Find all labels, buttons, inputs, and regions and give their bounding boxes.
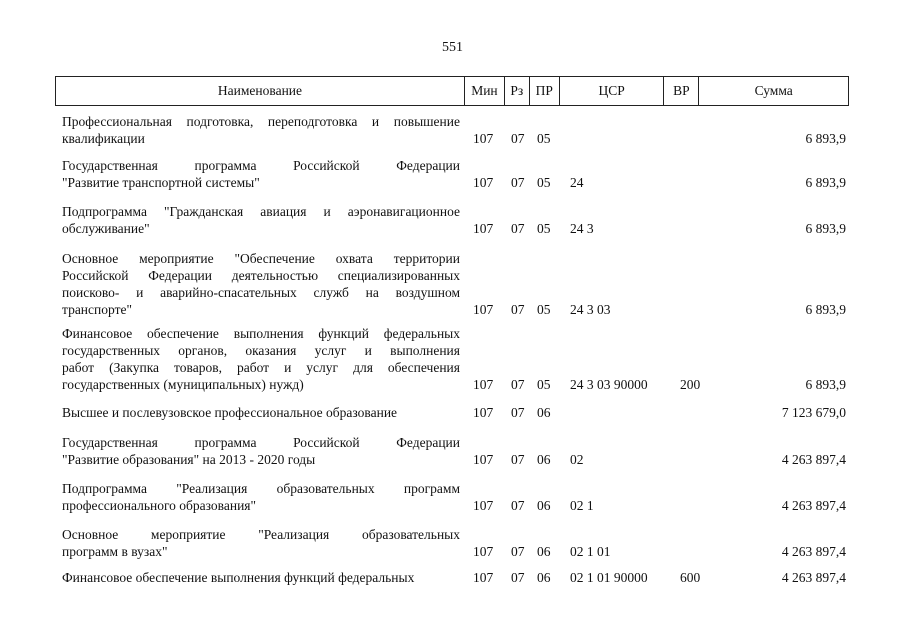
- row-name: [62, 404, 460, 421]
- row-min: 107: [473, 131, 494, 146]
- row-csr: 24 3 03: [570, 302, 611, 317]
- row-name-line: Российской Федерации деятельностью специализированных: [62, 268, 460, 283]
- table-row: [55, 526, 849, 560]
- row-sum: 4 263 897,4: [781, 544, 846, 559]
- table-header: [55, 76, 849, 106]
- row-name-line: квалификации: [62, 131, 145, 146]
- row-name-line: поисково- и аварийно-спасательных служб на воздушном: [62, 285, 460, 300]
- row-rz: 07: [511, 221, 525, 236]
- row-sum: 4 263 897,4: [781, 452, 846, 467]
- table-row: [55, 569, 849, 586]
- row-sum: 6 893,9: [805, 221, 846, 236]
- row-sum: 4 263 897,4: [781, 570, 846, 585]
- row-name-line: профессионального образования": [62, 498, 257, 513]
- header-vr: ВР: [663, 77, 698, 105]
- row-sum: 7 123 679,0: [781, 405, 846, 420]
- table-row: [55, 434, 849, 468]
- row-name-line: Основное мероприятие "Обеспечение охвата территории: [62, 251, 460, 266]
- row-min: 107: [473, 452, 494, 467]
- row-pr: 06: [537, 405, 551, 420]
- row-vr: 200: [680, 377, 701, 392]
- header-name: Наименование: [217, 83, 303, 98]
- row-name: [62, 325, 460, 393]
- row-name-line: государственных (муниципальных) нужд): [62, 377, 304, 392]
- row-pr: 06: [537, 544, 551, 559]
- row-csr: 02 1 01: [570, 544, 611, 559]
- row-pr: 05: [537, 302, 551, 317]
- page-number: 551: [442, 40, 463, 55]
- row-name-line: "Развитие образования" на 2013 - 2020 годы: [62, 452, 316, 467]
- table-row: [55, 113, 849, 147]
- row-min: 107: [473, 498, 494, 513]
- header-pr: ПР: [529, 77, 559, 105]
- row-name-line: обслуживание": [62, 221, 150, 236]
- row-name-line: Подпрограмма "Реализация образовательных программ: [62, 481, 460, 496]
- table-row: [55, 480, 849, 514]
- row-vr: 600: [680, 570, 701, 585]
- row-min: 107: [473, 570, 494, 585]
- row-name-line: Высшее и послевузовское профессиональное образование: [62, 405, 398, 420]
- row-rz: 07: [511, 302, 525, 317]
- row-name-line: программ в вузах": [62, 544, 168, 559]
- row-name-line: государственных органов, оказания услуг и выполнения: [62, 343, 460, 358]
- row-pr: 05: [537, 131, 551, 146]
- row-csr: 02 1 01 90000: [570, 570, 648, 585]
- row-rz: 07: [511, 452, 525, 467]
- table-row: [55, 250, 849, 318]
- row-min: 107: [473, 302, 494, 317]
- row-name-line: Основное мероприятие "Реализация образовательных: [62, 527, 460, 542]
- row-csr: 24 3 03 90000: [570, 377, 648, 392]
- row-name-line: Государственная программа Российской Федерации: [62, 158, 460, 173]
- row-pr: 05: [537, 221, 551, 236]
- header-sum: Сумма: [698, 77, 848, 105]
- row-name: [62, 569, 460, 586]
- row-rz: 07: [511, 405, 525, 420]
- row-name: [62, 250, 460, 318]
- row-rz: 07: [511, 377, 525, 392]
- row-csr: 24: [570, 175, 584, 190]
- row-name-line: Профессиональная подготовка, переподготовка и повышение: [62, 114, 460, 129]
- row-sum: 6 893,9: [805, 377, 846, 392]
- row-rz: 07: [511, 498, 525, 513]
- row-name: [62, 480, 460, 514]
- row-sum: 6 893,9: [805, 302, 846, 317]
- row-pr: 05: [537, 377, 551, 392]
- row-name: [62, 526, 460, 560]
- row-name: [62, 113, 460, 147]
- row-csr: 24 3: [570, 221, 594, 236]
- row-name: [62, 203, 460, 237]
- row-name-line: Финансовое обеспечение выполнения функций федеральных: [62, 570, 415, 585]
- row-pr: 06: [537, 498, 551, 513]
- row-rz: 07: [511, 570, 525, 585]
- row-name-line: транспорте": [62, 302, 132, 317]
- table-row: [55, 203, 849, 237]
- row-min: 107: [473, 405, 494, 420]
- row-rz: 07: [511, 131, 525, 146]
- row-sum: 6 893,9: [805, 175, 846, 190]
- header-min: Мин: [464, 77, 504, 105]
- row-name: [62, 157, 460, 191]
- row-rz: 07: [511, 175, 525, 190]
- row-rz: 07: [511, 544, 525, 559]
- table-row: [55, 325, 849, 393]
- header-rz: Рз: [504, 77, 529, 105]
- row-csr: 02: [570, 452, 584, 467]
- header-csr: ЦСР: [559, 77, 664, 105]
- row-name-line: "Развитие транспортной системы": [62, 175, 260, 190]
- row-name-line: Финансовое обеспечение выполнения функций федеральных: [62, 326, 460, 341]
- row-min: 107: [473, 175, 494, 190]
- row-min: 107: [473, 221, 494, 236]
- row-csr: 02 1: [570, 498, 594, 513]
- row-sum: 6 893,9: [805, 131, 846, 146]
- row-min: 107: [473, 544, 494, 559]
- row-name: [62, 434, 460, 468]
- row-min: 107: [473, 377, 494, 392]
- row-name-line: Государственная программа Российской Федерации: [62, 435, 460, 450]
- row-pr: 06: [537, 570, 551, 585]
- row-name-line: Подпрограмма "Гражданская авиация и аэронавигационное: [62, 204, 460, 219]
- row-pr: 05: [537, 175, 551, 190]
- table-row: [55, 157, 849, 191]
- row-pr: 06: [537, 452, 551, 467]
- row-name-line: работ (Закупка товаров, работ и услуг для обеспечения: [62, 360, 460, 375]
- row-sum: 4 263 897,4: [781, 498, 846, 513]
- table-row: [55, 404, 849, 421]
